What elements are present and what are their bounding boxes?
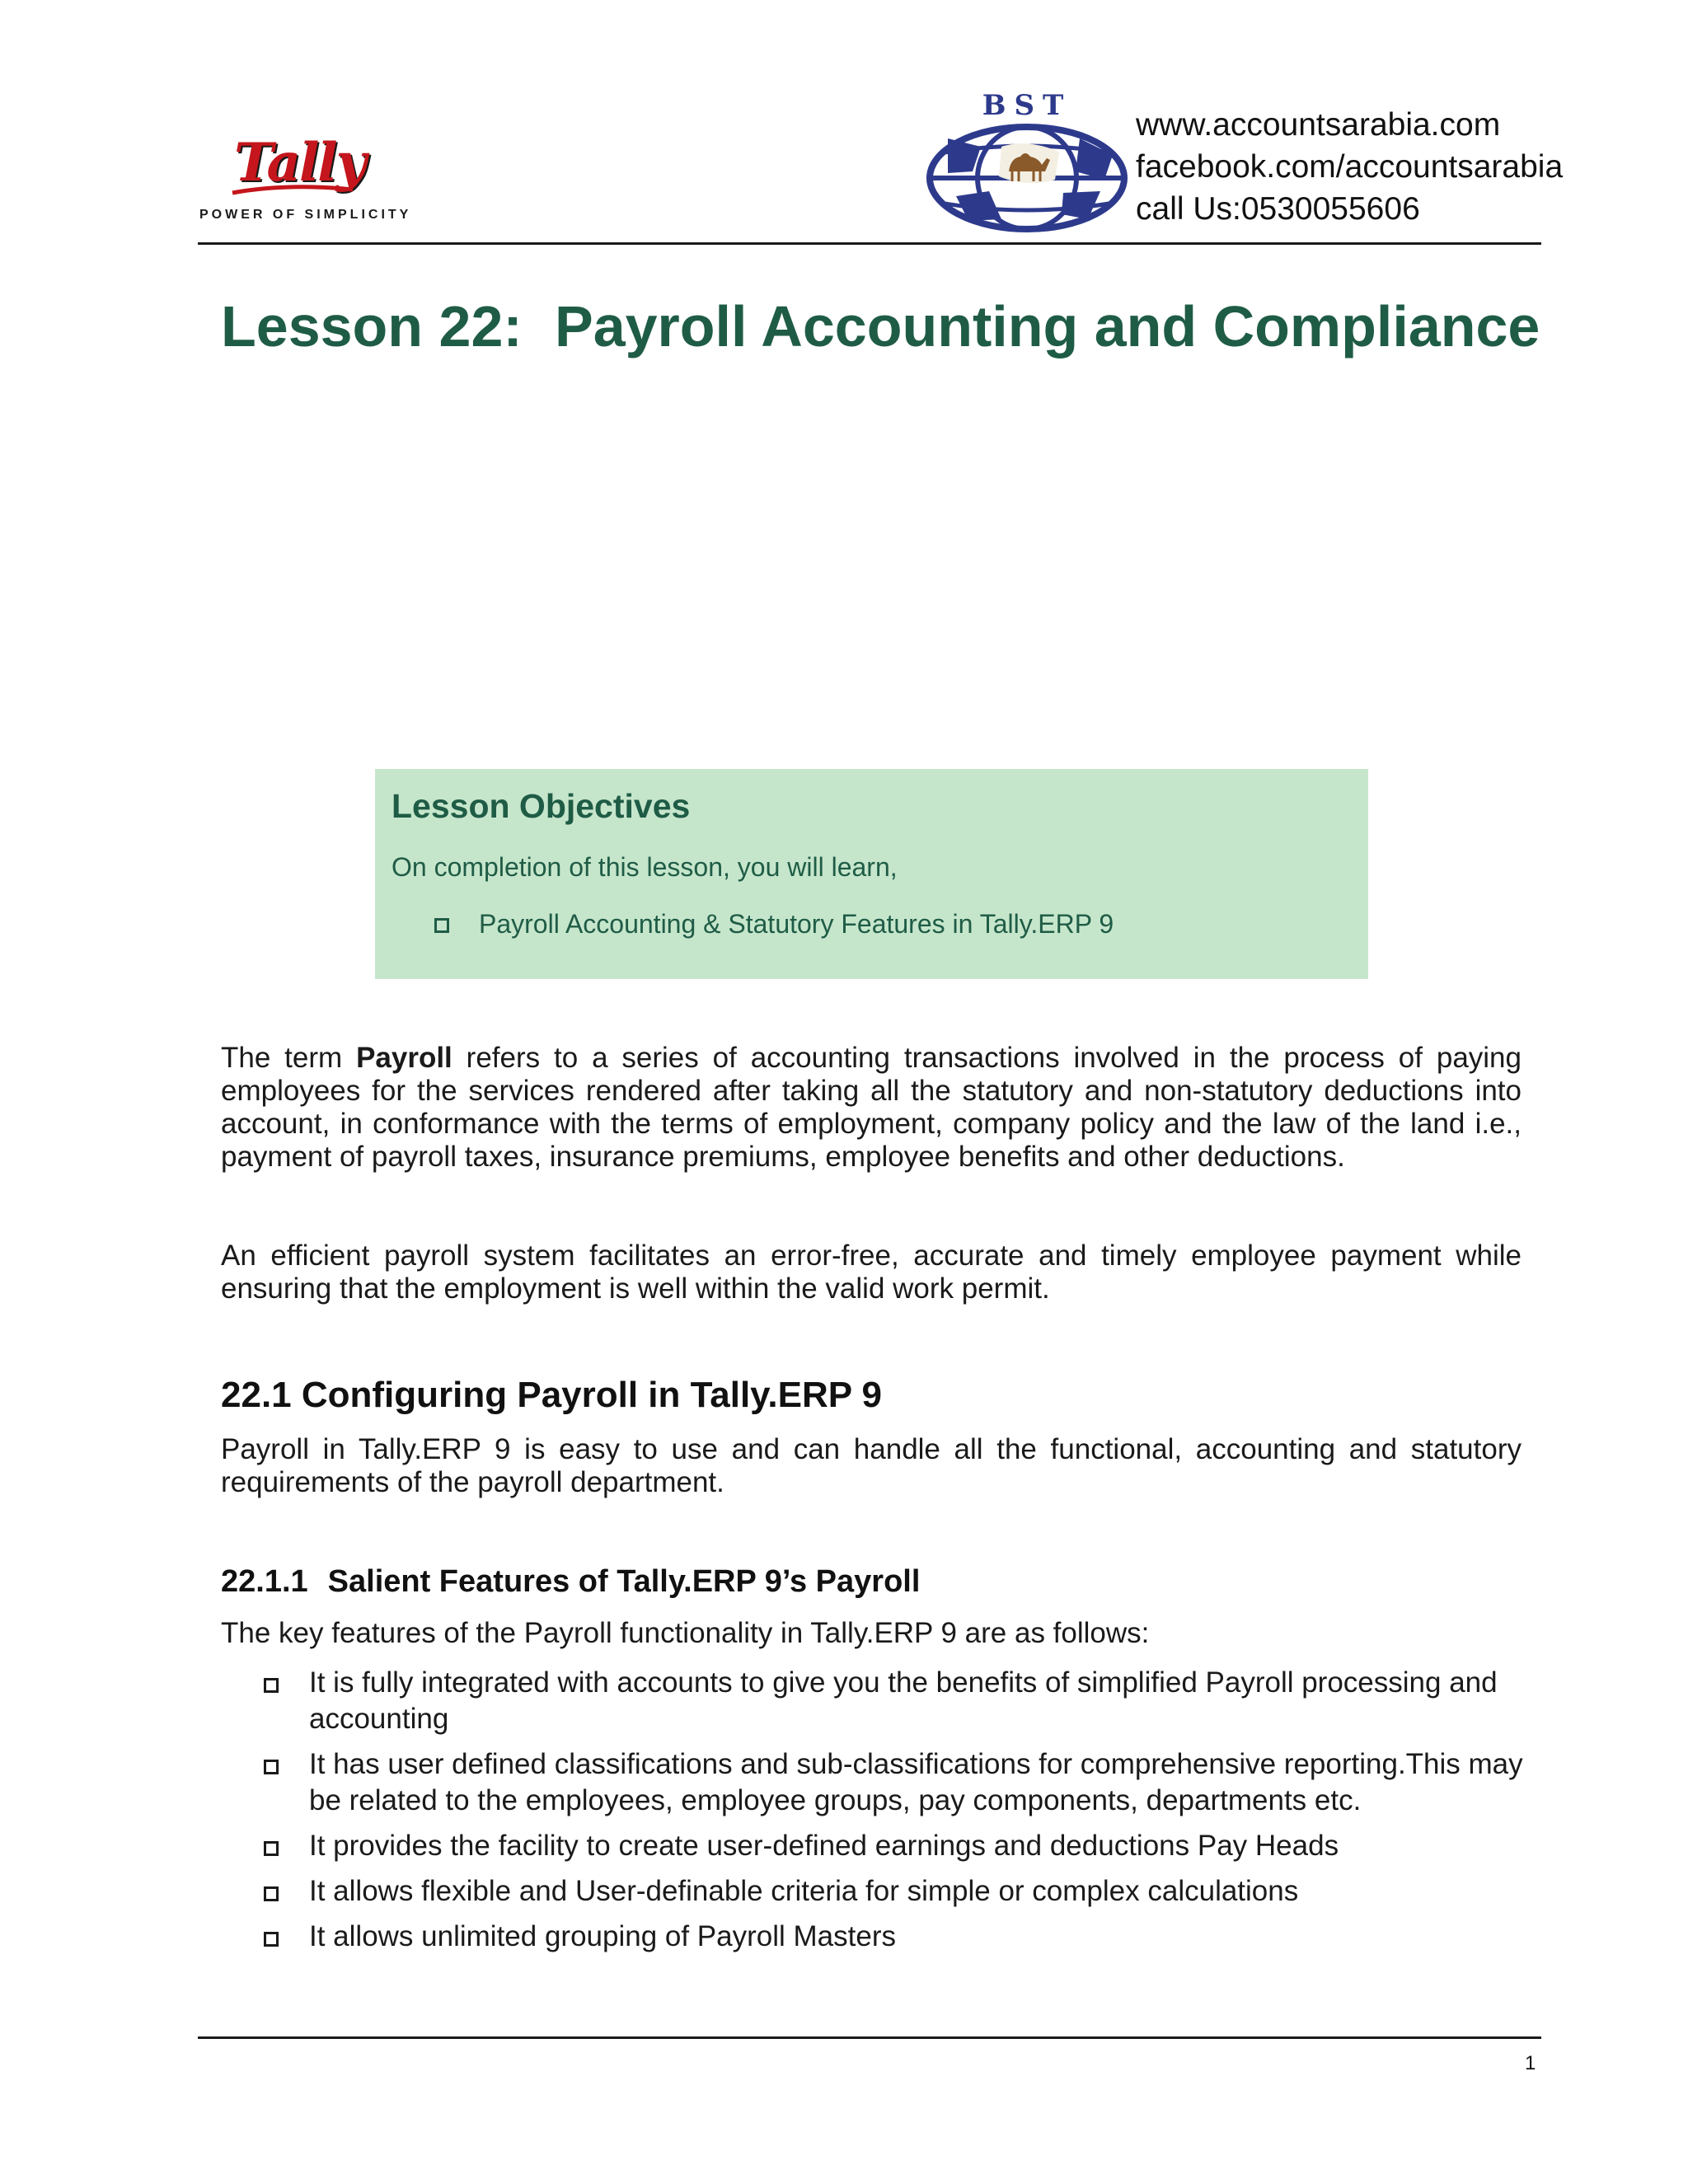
efficient-payroll-paragraph: An efficient payroll system facilitates an error-free, accurate and timely employee payment while ensuring that the employment is well within the valid work permit. — [221, 1240, 1522, 1305]
lesson-title — [221, 293, 1540, 359]
section-22-1-1-title: Salient Features of Tally.ERP 9’s Payroll — [327, 1564, 921, 1599]
bst-wordmark: BST — [982, 89, 1072, 122]
bst-logo — [923, 89, 1131, 234]
objectives-intro: On completion of this lesson, you will learn, — [392, 852, 898, 882]
payroll-definition-paragraph — [221, 1042, 1522, 1174]
section-22-1-1-number: 22.1.1 — [221, 1564, 308, 1599]
website-link[interactable]: www.accountsarabia.com — [1136, 107, 1501, 143]
list-item — [221, 1665, 1523, 1737]
para1-lead: The term — [221, 1042, 357, 1074]
tally-swoosh-icon — [231, 181, 354, 198]
feature-text: It is fully integrated with accounts to give you the benefits of simplified Payroll processing and accounting — [309, 1666, 1498, 1735]
square-bullet-icon — [264, 1886, 279, 1901]
square-bullet-icon — [264, 1841, 279, 1856]
square-bullet-icon — [264, 1932, 279, 1947]
list-item — [221, 1746, 1523, 1819]
contact-info — [1136, 104, 1563, 230]
tally-tagline: POWER OF SIMPLICITY — [199, 208, 412, 222]
objective-item-text: Payroll Accounting & Statutory Features in Tally.ERP 9 — [479, 909, 1114, 939]
tally-logo — [198, 132, 412, 227]
section-22-1-heading: 22.1 Configuring Payroll in Tally.ERP 9 — [221, 1375, 882, 1415]
lesson-objectives-box — [375, 769, 1368, 979]
tally-wordmark: Tally — [234, 132, 365, 194]
feature-text: It allows unlimited grouping of Payroll Masters — [309, 1920, 896, 1952]
list-item — [221, 1828, 1523, 1864]
section-22-1-paragraph: Payroll in Tally.ERP 9 is easy to use and can handle all the functional, accounting and statutory requirements of the payroll department. — [221, 1433, 1522, 1498]
para1-rest: refers to a series of accounting transactions involved in the process of paying employees for the services rendered after taking all the statutory and non-statutory deductions into account, in conformance with the terms of employment, company policy and the law of the land i.e., payment of payroll taxes, insurance premiums, employee benefits and other deductions. — [221, 1042, 1522, 1173]
feature-text: It provides the facility to create user-defined earnings and deductions Pay Heads — [309, 1830, 1339, 1862]
features-intro: The key features of the Payroll functionality in Tally.ERP 9 are as follows: — [221, 1617, 1150, 1649]
feature-text: It allows flexible and User-definable criteria for simple or complex calculations — [309, 1875, 1299, 1907]
list-item — [221, 1919, 1523, 1955]
square-bullet-icon — [264, 1760, 279, 1774]
facebook-link[interactable]: facebook.com/accountsarabia — [1136, 149, 1564, 185]
footer-divider — [198, 2036, 1541, 2039]
objectives-heading: Lesson Objectives — [392, 787, 691, 825]
objective-item — [392, 909, 1368, 940]
lesson-number: Lesson 22: — [221, 294, 523, 359]
header-divider — [198, 242, 1541, 245]
phone-number: call Us:0530055606 — [1136, 191, 1420, 227]
square-bullet-icon — [264, 1678, 279, 1693]
features-list — [221, 1665, 1523, 1964]
feature-text: It has user defined classifications and sub-classifications for comprehensive reporting.This may be related to the employees, employee groups, pay components, departments etc. — [309, 1748, 1523, 1816]
page-number: 1 — [1525, 2052, 1536, 2074]
payroll-term: Payroll — [356, 1042, 452, 1074]
square-bullet-icon — [434, 918, 449, 933]
list-item — [221, 1873, 1523, 1910]
lesson-name: Payroll Accounting and Compliance — [555, 294, 1540, 359]
globe-camel-icon — [923, 122, 1131, 234]
section-22-1-1-heading — [221, 1564, 920, 1600]
